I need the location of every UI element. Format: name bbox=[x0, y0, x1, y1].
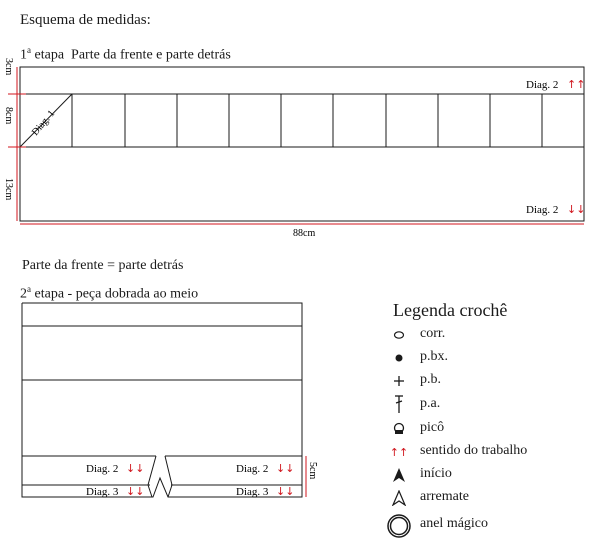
legend-label: p.a. bbox=[420, 396, 441, 411]
legend-label: p.bx. bbox=[420, 349, 448, 364]
magic-ring-icon bbox=[386, 513, 412, 539]
work-direction-icon: ↑↑ bbox=[389, 445, 409, 459]
stage1-panel bbox=[20, 67, 584, 221]
equal-note: Parte da frente = parte detrás bbox=[22, 258, 184, 273]
stage1-number: 1 bbox=[20, 47, 27, 63]
single-crochet-icon bbox=[388, 371, 410, 391]
double-crochet-icon bbox=[388, 394, 410, 414]
legend-label: picô bbox=[420, 420, 445, 435]
stage2-label: etapa - peça dobrada ao meio bbox=[31, 286, 199, 302]
dim-88cm: 88cm bbox=[293, 228, 316, 239]
legend-label: p.b. bbox=[420, 372, 441, 387]
dim-5cm: 5cm bbox=[307, 462, 318, 480]
legend-label: arremate bbox=[420, 489, 469, 504]
down-arrows-icon: ↓↓ bbox=[567, 203, 586, 216]
stage1-label: Parte da frente e parte detrás bbox=[71, 47, 231, 63]
diag-2-top-label: Diag. 2 bbox=[526, 79, 559, 91]
down-arrows-icon: ↓↓ bbox=[126, 462, 145, 475]
stage2-heading bbox=[20, 284, 198, 303]
stage1-ordinal: a bbox=[27, 45, 31, 55]
down-arrows-icon: ↓↓ bbox=[276, 485, 295, 498]
dim-8cm: 8cm bbox=[3, 107, 14, 125]
legend-label: corr. bbox=[420, 326, 446, 341]
legend-label: sentido do trabalho bbox=[420, 443, 528, 458]
stage2-number: 2 bbox=[20, 286, 27, 302]
diag-2-bottom-label: Diag. 2 bbox=[526, 204, 559, 216]
slip-stitch-icon bbox=[388, 348, 410, 368]
stage2-diag2-right: Diag. 2 bbox=[236, 463, 269, 475]
legend-label: início bbox=[420, 466, 452, 481]
up-arrows-icon: ↑↑ bbox=[567, 78, 586, 91]
chain-stitch-icon bbox=[388, 325, 410, 345]
down-arrows-icon: ↓↓ bbox=[276, 462, 295, 475]
dim-13cm: 13cm bbox=[3, 178, 14, 201]
stage1-squares bbox=[72, 94, 542, 147]
diagram-title: Esquema de medidas: bbox=[20, 12, 151, 28]
legend-title: Legenda crochê bbox=[393, 300, 508, 320]
picot-icon bbox=[388, 419, 410, 439]
finish-icon bbox=[388, 488, 410, 508]
legend-label: anel mágico bbox=[420, 516, 489, 531]
diag-1-label: Diag. 1 bbox=[29, 108, 58, 138]
down-arrows-icon: ↓↓ bbox=[126, 485, 145, 498]
dim-3cm: 3cm bbox=[3, 58, 14, 76]
stage2-diag2-left: Diag. 2 bbox=[86, 463, 119, 475]
stage2-ordinal: a bbox=[27, 284, 31, 294]
stage1-prefix: etapa bbox=[31, 47, 65, 63]
start-icon bbox=[388, 465, 410, 485]
stage2-notch bbox=[165, 456, 172, 497]
stage2-diag3-left: Diag. 3 bbox=[86, 486, 119, 498]
stage2-diag3-right: Diag. 3 bbox=[236, 486, 269, 498]
